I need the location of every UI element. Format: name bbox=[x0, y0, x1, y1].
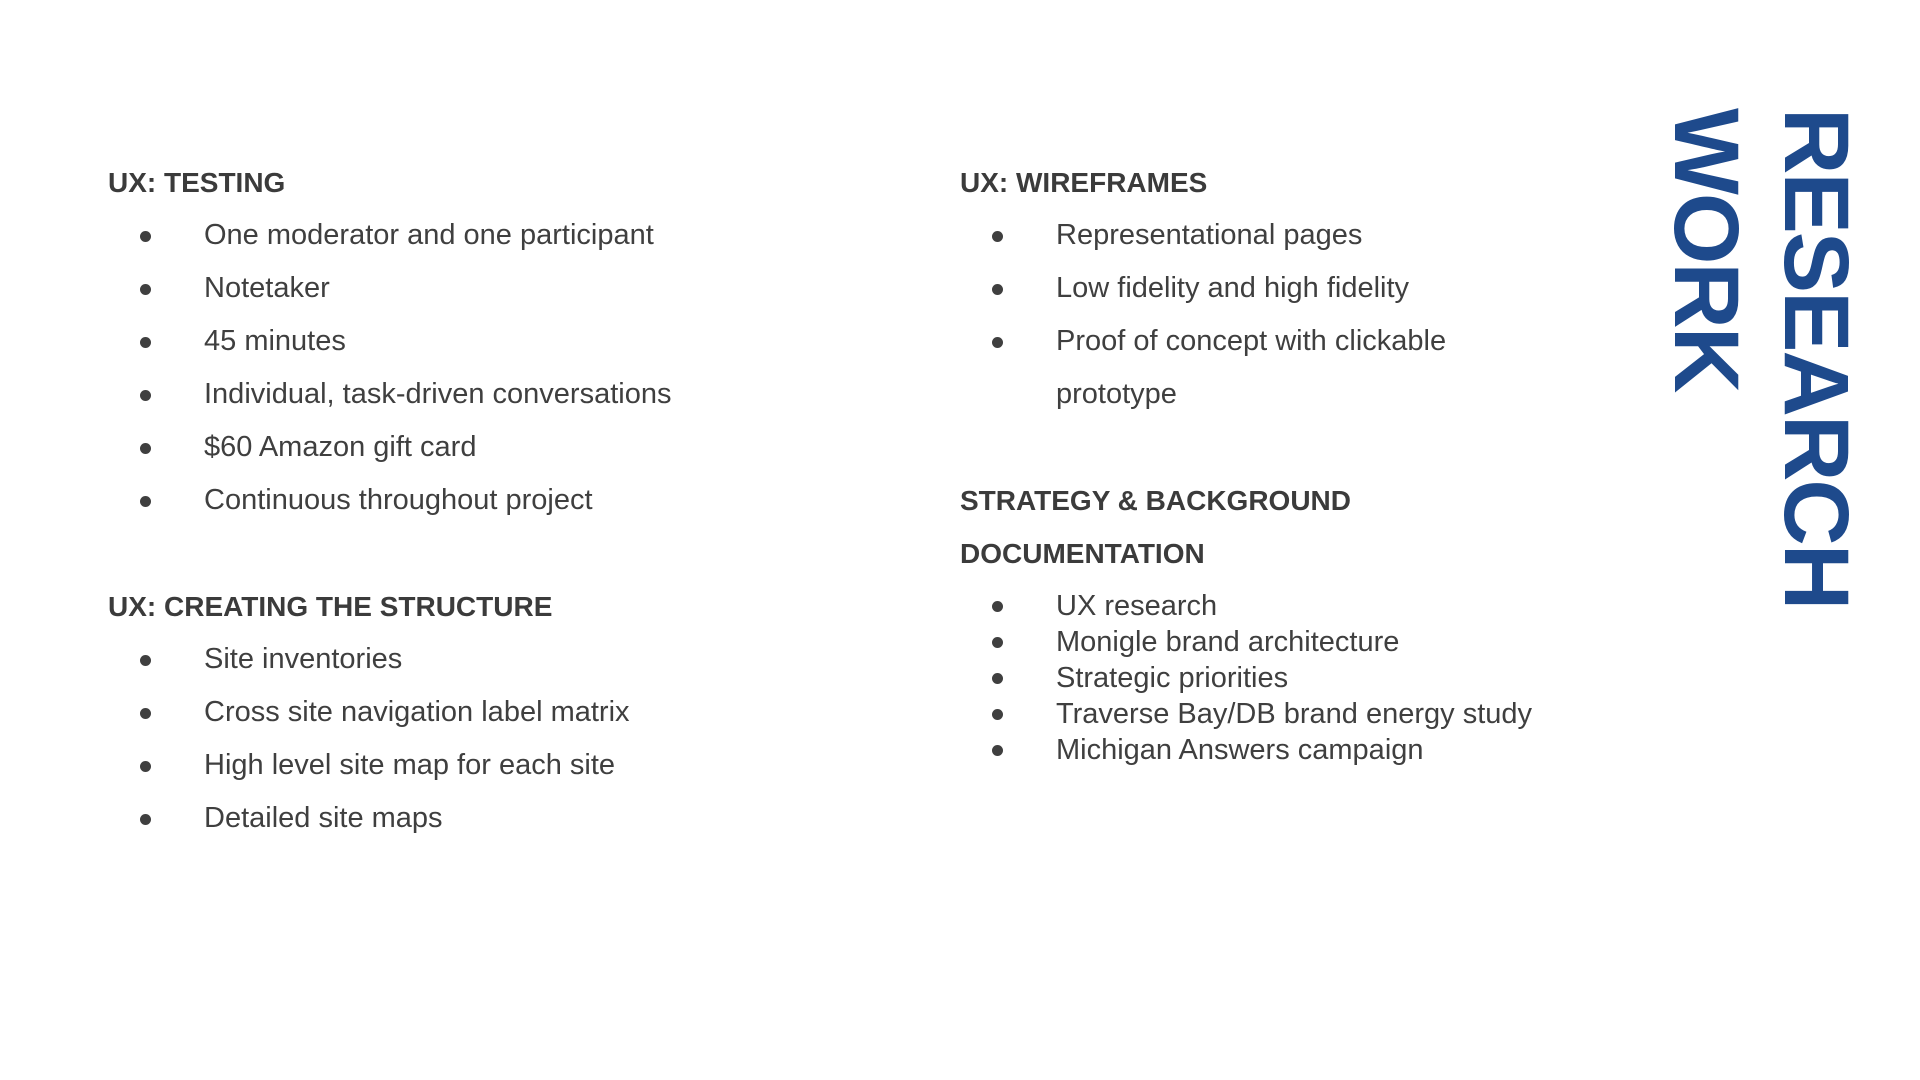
list-item-text: Representational pages bbox=[1056, 219, 1363, 251]
list-item-text: Monigle brand architecture bbox=[1056, 626, 1400, 658]
section-title-strategy-line-2: DOCUMENTATION bbox=[960, 538, 1205, 569]
bullet-icon bbox=[140, 708, 151, 719]
vertical-title-research: RESEARCH bbox=[1765, 108, 1867, 609]
strategy-list bbox=[960, 588, 1680, 768]
section-title-testing: UX: TESTING bbox=[108, 167, 286, 198]
wireframes-list bbox=[960, 209, 1520, 421]
list-item bbox=[108, 368, 908, 421]
section-spacer bbox=[960, 421, 1680, 474]
list-item bbox=[108, 262, 908, 315]
list-item bbox=[960, 624, 1680, 660]
list-item bbox=[108, 792, 908, 845]
list-item bbox=[960, 732, 1680, 768]
list-item bbox=[108, 739, 908, 792]
list-item bbox=[960, 315, 1520, 421]
list-item-text: Proof of concept with clickable prototype bbox=[1056, 325, 1447, 410]
section-title-wireframes: UX: WIREFRAMES bbox=[960, 167, 1208, 198]
list-item bbox=[108, 686, 908, 739]
vertical-title-work: WORK bbox=[1655, 108, 1757, 392]
section-spacer bbox=[108, 527, 908, 580]
list-item bbox=[960, 262, 1520, 315]
list-item-text: $60 Amazon gift card bbox=[204, 431, 477, 463]
bullet-icon bbox=[992, 673, 1003, 684]
bullet-icon bbox=[140, 761, 151, 772]
list-item-text: Strategic priorities bbox=[1056, 662, 1289, 694]
right-column bbox=[960, 156, 1680, 768]
list-item bbox=[960, 696, 1680, 732]
bullet-icon bbox=[992, 709, 1003, 720]
bullet-icon bbox=[992, 637, 1003, 648]
bullet-icon bbox=[140, 390, 151, 401]
list-item bbox=[960, 209, 1520, 262]
bullet-icon bbox=[992, 231, 1003, 242]
bullet-icon bbox=[140, 814, 151, 825]
bullet-icon bbox=[992, 745, 1003, 756]
list-item-text: UX research bbox=[1056, 590, 1218, 622]
bullet-icon bbox=[992, 337, 1003, 348]
list-item-text: Traverse Bay/DB brand energy study bbox=[1056, 698, 1533, 730]
bullet-icon bbox=[140, 655, 151, 666]
section-title-strategy-line-1: STRATEGY & BACKGROUND bbox=[960, 485, 1351, 516]
list-item-text: Cross site navigation label matrix bbox=[204, 696, 630, 728]
section-spacer bbox=[960, 580, 1680, 588]
bullet-icon bbox=[140, 337, 151, 348]
list-item bbox=[108, 209, 908, 262]
list-item bbox=[108, 633, 908, 686]
bullet-icon bbox=[140, 496, 151, 507]
list-item-text: Continuous throughout project bbox=[204, 484, 593, 516]
list-item bbox=[108, 421, 908, 474]
bullet-icon bbox=[140, 231, 151, 242]
testing-list bbox=[108, 209, 908, 527]
bullet-icon bbox=[140, 443, 151, 454]
list-item bbox=[108, 474, 908, 527]
list-item-text: One moderator and one participant bbox=[204, 219, 654, 251]
bullet-icon bbox=[140, 284, 151, 295]
section-title-structure: UX: CREATING THE STRUCTURE bbox=[108, 591, 553, 622]
structure-list bbox=[108, 633, 908, 845]
list-item-text: High level site map for each site bbox=[204, 749, 616, 781]
vertical-page-title bbox=[1655, 108, 1867, 609]
list-item bbox=[960, 660, 1680, 696]
list-item bbox=[960, 588, 1680, 624]
list-item-text: Michigan Answers campaign bbox=[1056, 734, 1424, 766]
list-item-text: Detailed site maps bbox=[204, 802, 443, 834]
list-item-text: Site inventories bbox=[204, 643, 403, 675]
bullet-icon bbox=[992, 284, 1003, 295]
list-item-text: Notetaker bbox=[204, 272, 330, 304]
bullet-icon bbox=[992, 601, 1003, 612]
left-column bbox=[108, 156, 908, 845]
list-item-text: Low fidelity and high fidelity bbox=[1056, 272, 1410, 304]
list-item-text: Individual, task-driven conversations bbox=[204, 378, 672, 410]
list-item bbox=[108, 315, 908, 368]
list-item-text: 45 minutes bbox=[204, 325, 346, 357]
